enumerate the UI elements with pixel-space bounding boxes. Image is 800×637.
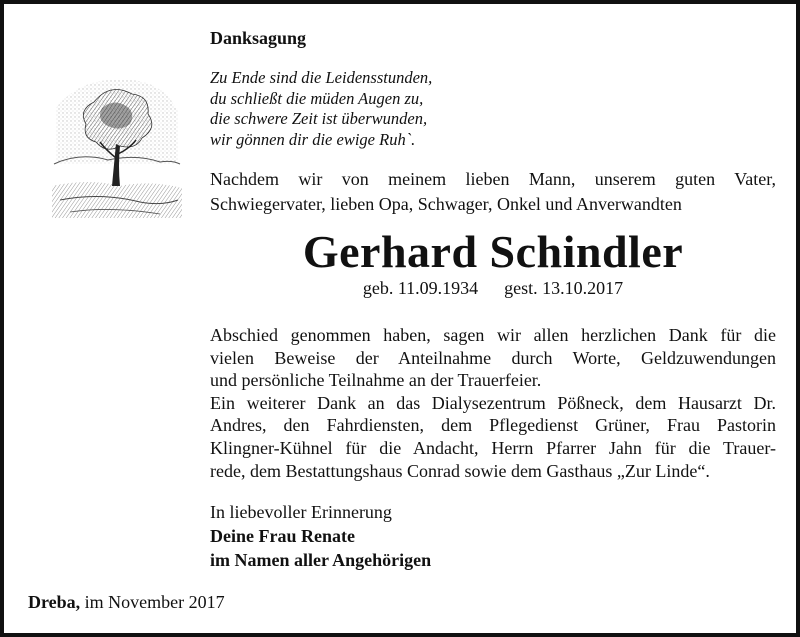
thanks-text bbox=[210, 324, 776, 482]
thanks-line: Andres, den Fahrdiensten, dem Pflegedienst Grüner, Frau Pastorin bbox=[210, 415, 776, 436]
poem-line: Zu Ende sind die Leidensstunden, bbox=[210, 68, 433, 87]
intro-line: Nachdem wir von meinem lieben Mann, unserem guten Vater, bbox=[210, 169, 776, 189]
place-date bbox=[28, 592, 225, 613]
notice-heading: Danksagung bbox=[210, 28, 307, 48]
poem-line: du schließt die müden Augen zu, bbox=[210, 88, 424, 108]
tree-landscape-icon bbox=[50, 68, 184, 220]
poem-line: die schwere Zeit ist überwunden, bbox=[210, 109, 428, 128]
signature-wife: Deine Frau Renate bbox=[210, 526, 355, 546]
intro-line: Schwiegervater, lieben Opa, Schwager, Onkel und Anverwandten bbox=[210, 194, 682, 214]
thanks-line: und persönliche Teilnahme an der Trauerfeier. bbox=[210, 370, 542, 391]
thanks-line: Klingner-Kühnel für die Andacht, Herrn Pfarrer Jahn für die Trauer- bbox=[210, 437, 776, 458]
deceased-name: Gerhard Schindler bbox=[302, 226, 684, 277]
place: Dreba, bbox=[28, 592, 81, 612]
thanks-line: vielen Beweise der Anteilnahme durch Worte, Geldzuwendungen bbox=[210, 347, 776, 368]
intro-text bbox=[210, 167, 776, 217]
poem bbox=[210, 68, 432, 150]
birth-date: geb. 11.09.1934 bbox=[362, 278, 479, 298]
closing bbox=[210, 500, 431, 572]
life-dates bbox=[210, 278, 776, 299]
death-date: gest. 13.10.2017 bbox=[504, 278, 624, 298]
poem-line: wir gönnen dir die ewige Ruh`. bbox=[210, 129, 416, 149]
thanks-line: rede, dem Bestattungshaus Conrad sowie dem Gasthaus „Zur Linde“. bbox=[210, 460, 710, 481]
signature-family: im Namen aller Angehörigen bbox=[210, 550, 432, 570]
date: im November 2017 bbox=[84, 592, 225, 612]
thanks-line: Ein weiterer Dank an das Dialysezentrum Pößneck, dem Hausarzt Dr. bbox=[210, 392, 776, 413]
closing-line: In liebevoller Erinnerung bbox=[210, 502, 392, 522]
thanks-line: Abschied genommen haben, sagen wir allen herzlichen Dank für die bbox=[210, 325, 776, 345]
